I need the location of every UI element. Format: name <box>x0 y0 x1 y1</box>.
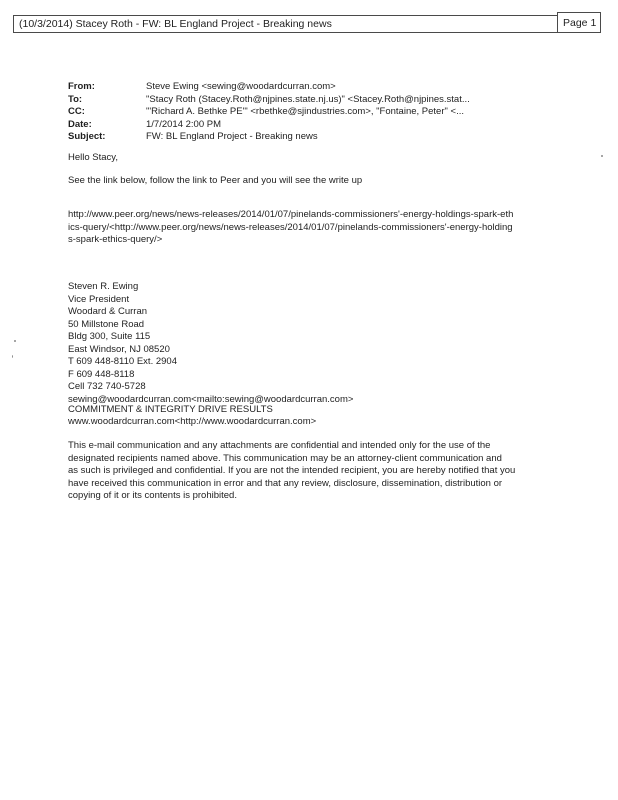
page-number-box <box>557 12 601 33</box>
date-value: 1/7/2014 2:00 PM <box>146 118 221 130</box>
signature-block <box>68 281 353 406</box>
cc-label: CC: <box>68 106 85 117</box>
company-tagline: COMMITMENT & INTEGRITY DRIVE RESULTS <box>68 404 273 415</box>
from-value: Steve Ewing <sewing@woodardcurran.com> <box>146 81 336 92</box>
scan-speck <box>601 155 603 157</box>
page-number: Page 1 <box>563 17 597 29</box>
signature-suite: Bldg 300, Suite 115 <box>68 331 151 342</box>
signature-fax: F 609 448-8118 <box>68 368 135 380</box>
signature-company: Woodard & Curran <box>68 306 148 317</box>
peer-link <box>68 209 513 247</box>
disclaimer-line: have received this communication in error and that any review, disclosure, dissemination, distribution or <box>68 477 503 489</box>
cc-value: "'Richard A. Bethke PE'" <rbethke@sjindustries.com>, "Fontaine, Peter" <... <box>146 106 464 117</box>
intro-text: See the link below, follow the link to Peer and you will see the write up <box>68 175 363 186</box>
to-label: To: <box>68 93 83 105</box>
subject-value: FW: BL England Project - Breaking news <box>146 131 318 142</box>
signature-city: East Windsor, NJ 08520 <box>68 343 170 355</box>
signature-email: sewing@woodardcurran.com<mailto:sewing@woodardcurran.com> <box>68 393 354 405</box>
confidentiality-disclaimer <box>68 440 515 503</box>
signature-street: 50 Millstone Road <box>68 318 145 330</box>
disclaimer-line: as such is privileged and confidential. If you are not the intended recipient, you are hereby notified that you <box>68 465 516 476</box>
disclaimer-line: designated recipients named above. This communication may be an attorney-client communication and <box>68 452 502 464</box>
company-website: www.woodardcurran.com<http://www.woodardcurran.com> <box>68 416 317 427</box>
subject-label: Subject: <box>68 131 106 142</box>
scan-speck <box>12 355 13 358</box>
header-title: (10/3/2014) Stacey Roth - FW: BL England Project - Breaking news <box>19 18 332 30</box>
link-line: s-spark-ethics-query/> <box>68 234 163 245</box>
signature-cell: Cell 732 740-5728 <box>68 381 146 392</box>
link-line: ics-query/<http://www.peer.org/news/news-releases/2014/01/07/pinelands-commissioners'-energy-holding <box>68 221 513 233</box>
signature-name: Steven R. Ewing <box>68 281 139 292</box>
link-line: http://www.peer.org/news/news-releases/2014/01/07/pinelands-commissioners'-energy-holdings-spark-eth <box>68 209 514 220</box>
disclaimer-line: copying of it or its contents is prohibited. <box>68 490 237 501</box>
to-value: "Stacy Roth (Stacey.Roth@njpines.state.nj.us)" <Stacey.Roth@njpines.stat... <box>146 93 470 105</box>
greeting: Hello Stacy, <box>68 152 118 163</box>
header-bar <box>13 15 557 33</box>
disclaimer-line: This e-mail communication and any attachments are confidential and intended only for the use of the <box>68 440 491 451</box>
from-label: From: <box>68 81 95 92</box>
date-label: Date: <box>68 118 92 130</box>
signature-phone: T 609 448-8110 Ext. 2904 <box>68 356 177 367</box>
scan-speck <box>14 340 16 342</box>
signature-title: Vice President <box>68 293 130 305</box>
